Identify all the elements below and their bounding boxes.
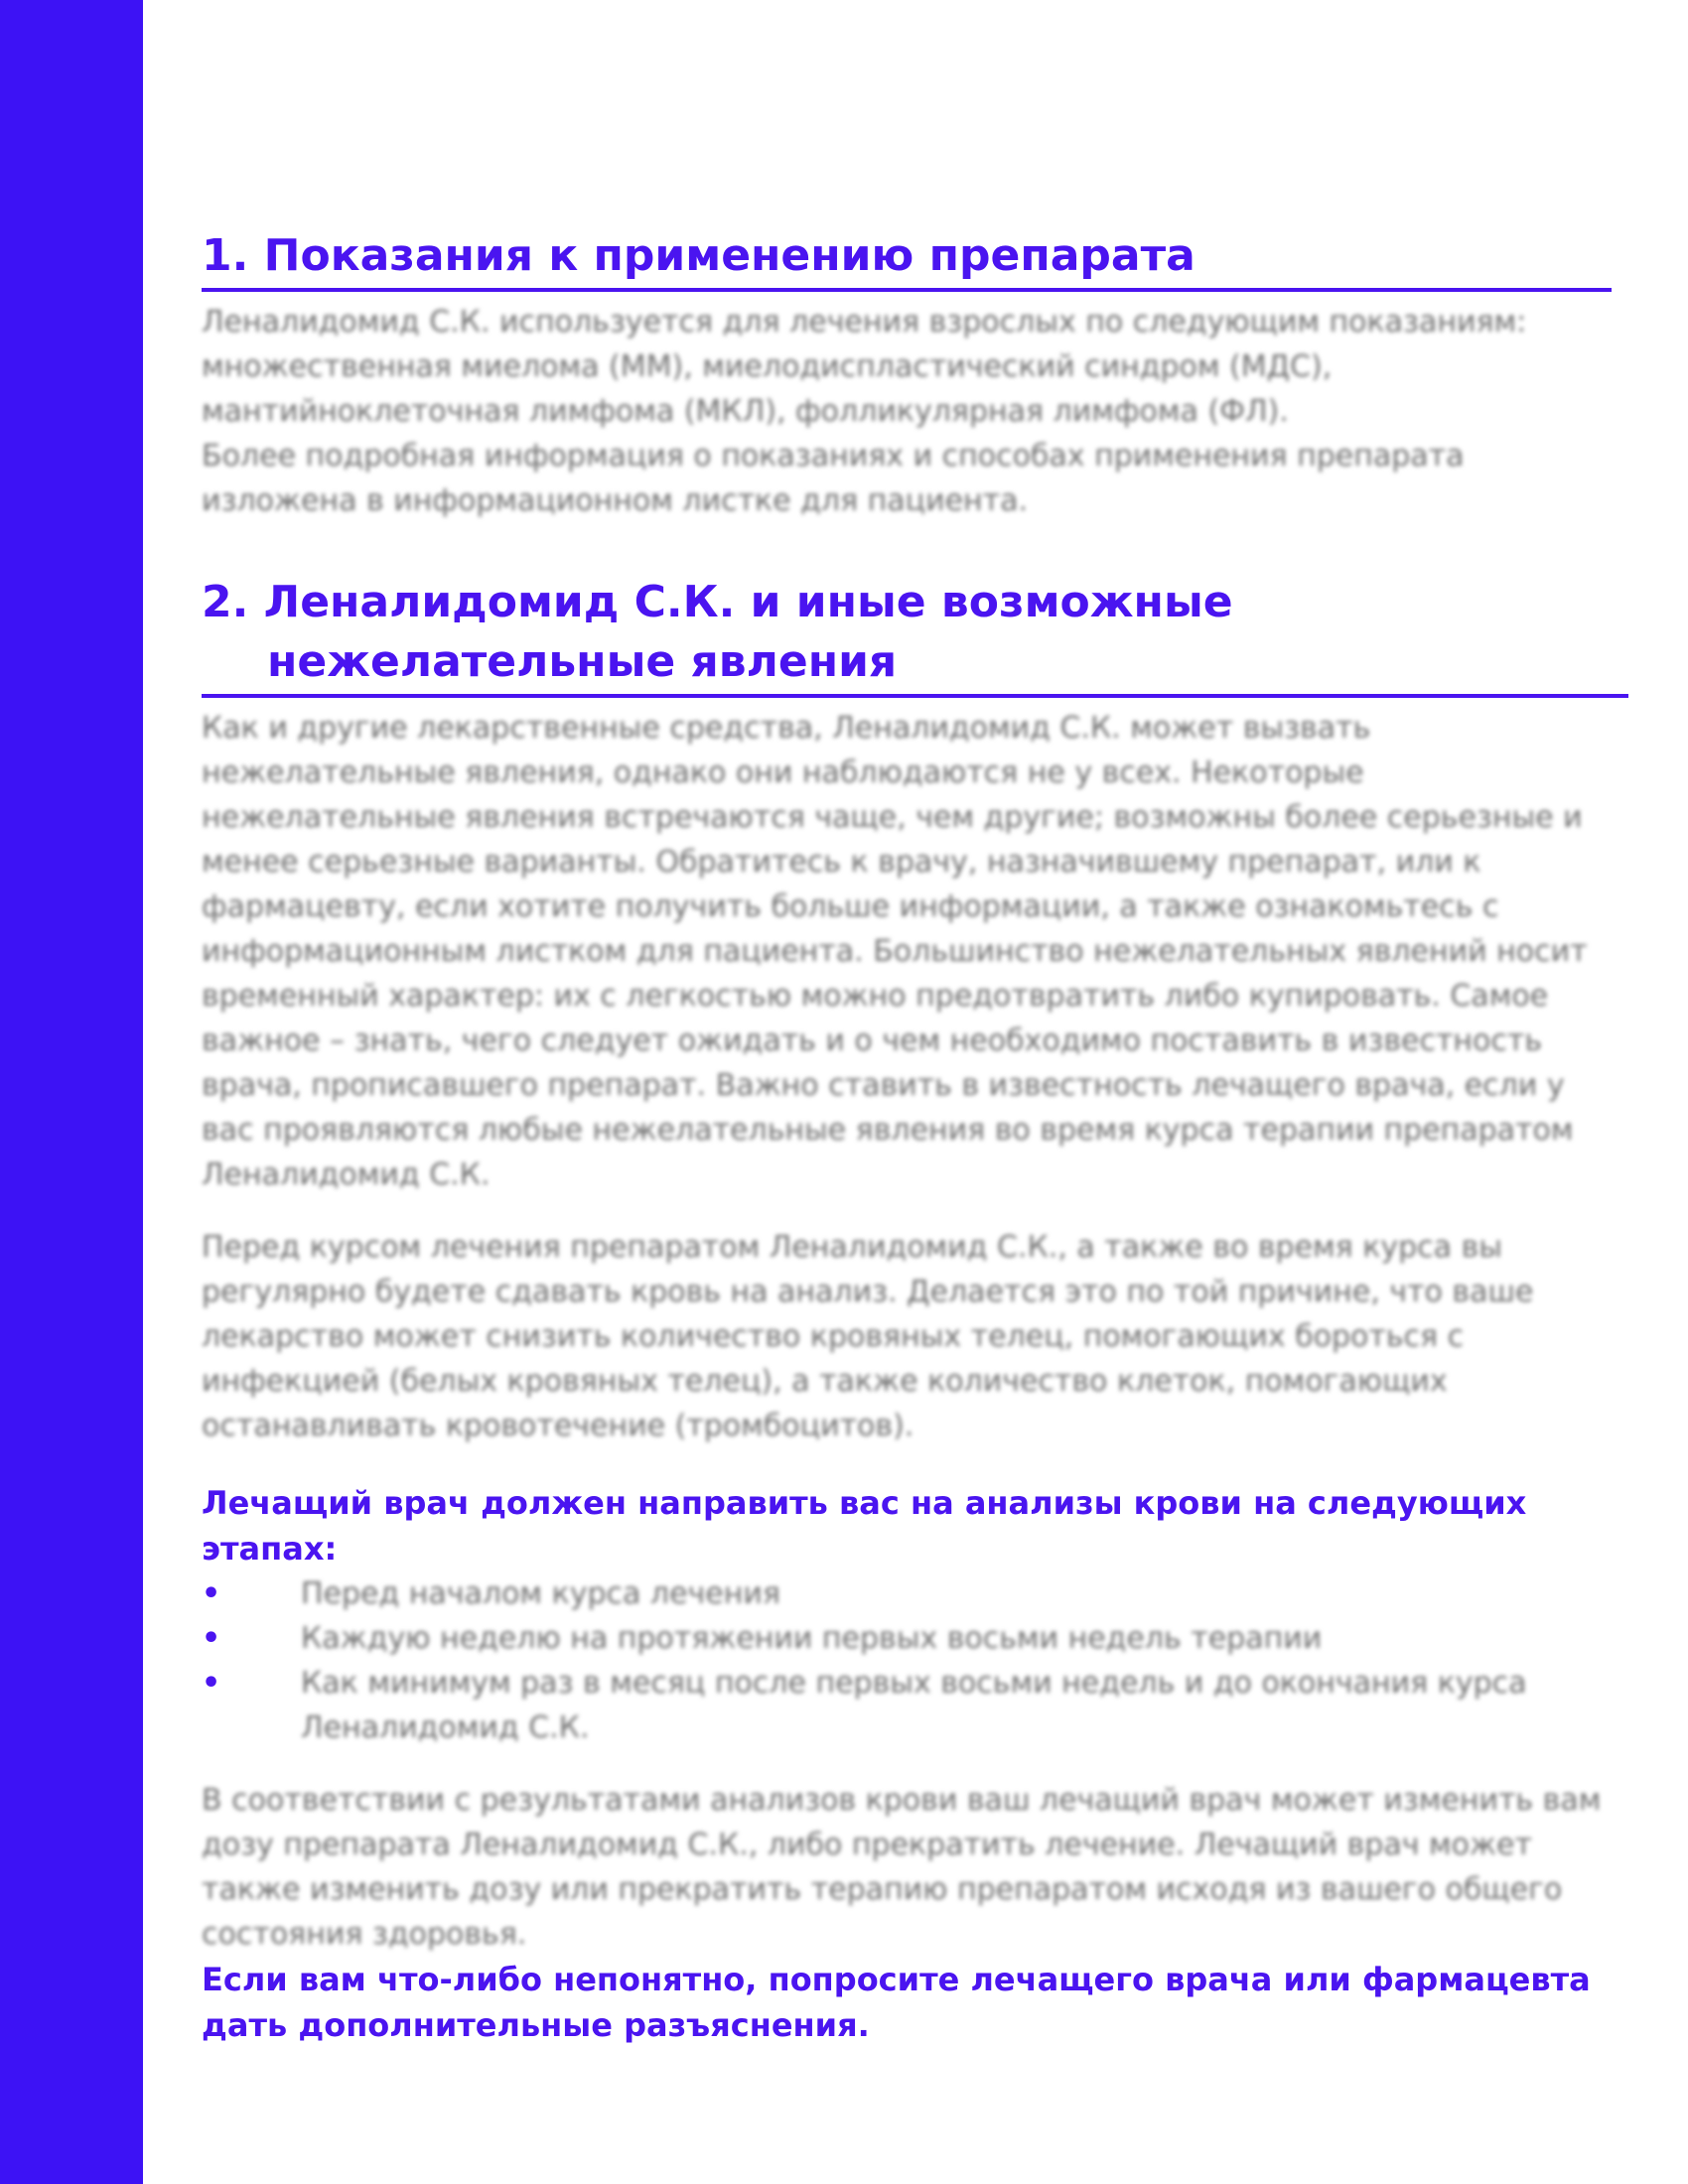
blood-test-list-intro: Лечащий врач должен направить вас на анализы крови на следующих этапах: xyxy=(202,1484,1527,1568)
left-accent-bar xyxy=(0,0,143,2184)
section-1-paragraph-2: Более подробная информация о показаниях и способах применения препарата изложена в информационном листке для пациента. xyxy=(202,439,1465,518)
list-item xyxy=(202,1571,1621,1616)
list-item-text: Каждую неделю на протяжении первых восьми недель терапии xyxy=(301,1621,1323,1656)
section-2-heading xyxy=(202,573,1628,698)
list-item-text: Как минимум раз в месяц после первых восьми недель и до окончания курса Леналидомид С.К. xyxy=(301,1666,1527,1745)
section-1-paragraph-1: Леналидомид С.К. используется для лечения взрослых по следующим показаниям: множественная миелома (ММ), миелодиспластический синдром (МДС), мантийноклеточная лимфома (МКЛ), фолликулярная лимфома (ФЛ). xyxy=(202,305,1527,429)
list-item-text: Перед началом курса лечения xyxy=(301,1576,780,1611)
list-item xyxy=(202,1616,1621,1661)
bullet-icon: • xyxy=(202,1621,221,1656)
dose-adjustment-paragraph: В соответствии с результатами анализов крови ваш лечащий врач может изменить вам дозу препарата Леналидомид С.К., либо прекратить лечение. Лечащий врач может также изменить дозу или прекратить терапию препаратом исходя из вашего общего состояния здоровья. xyxy=(202,1783,1602,1952)
section-1-heading: 1. Показания к применению препарата xyxy=(202,226,1612,292)
blood-test-list xyxy=(202,1571,1621,1750)
document-content xyxy=(202,226,1621,2048)
section-2-paragraph-1: Как и другие лекарственные средства, Леналидомид С.К. может вызвать нежелательные явления, однако они наблюдаются не у всех. Некоторые нежелательные явления встречаются чаще, чем другие; возможны более серьезные и менее серьезные варианты. Обратитесь к врачу, назначившему препарат, или к фармацевту, если хотите получить больше информации, а также ознакомьтесь с информационным листком для пациента. Большинство нежелательных явлений носит временный характер: их с легкостью можно предотвратить либо купировать. Самое важное – знать, чего следует ожидать и о чем необходимо поставить в известность врача, прописавшего препарат. Важно ставить в известность лечащего врача, если у вас проявляются любые нежелательные явления во время курса терапии препаратом Леналидомид С.К. xyxy=(202,711,1588,1192)
bullet-icon: • xyxy=(202,1576,221,1611)
footer-note: Если вам что-либо непонятно, попросите лечащего врача или фармацевта дать дополнительные разъяснения. xyxy=(202,1961,1591,2044)
list-item xyxy=(202,1661,1621,1750)
bullet-icon: • xyxy=(202,1666,221,1701)
section-2-heading-line-2: нежелательные явления xyxy=(267,636,898,687)
section-2-heading-line-1: 2. Леналидомид С.К. и иные возможные xyxy=(202,577,1233,627)
section-2-paragraph-2: Перед курсом лечения препаратом Леналидомид С.К., а также во время курса вы регулярно будете сдавать кровь на анализ. Делается это по той причине, что ваше лекарство может снизить количество кровяных телец, помогающих бороться с инфекцией (белых кровяных телец), а также количество клеток, помогающих останавливать кровотечение (тромбоцитов). xyxy=(202,1230,1534,1443)
